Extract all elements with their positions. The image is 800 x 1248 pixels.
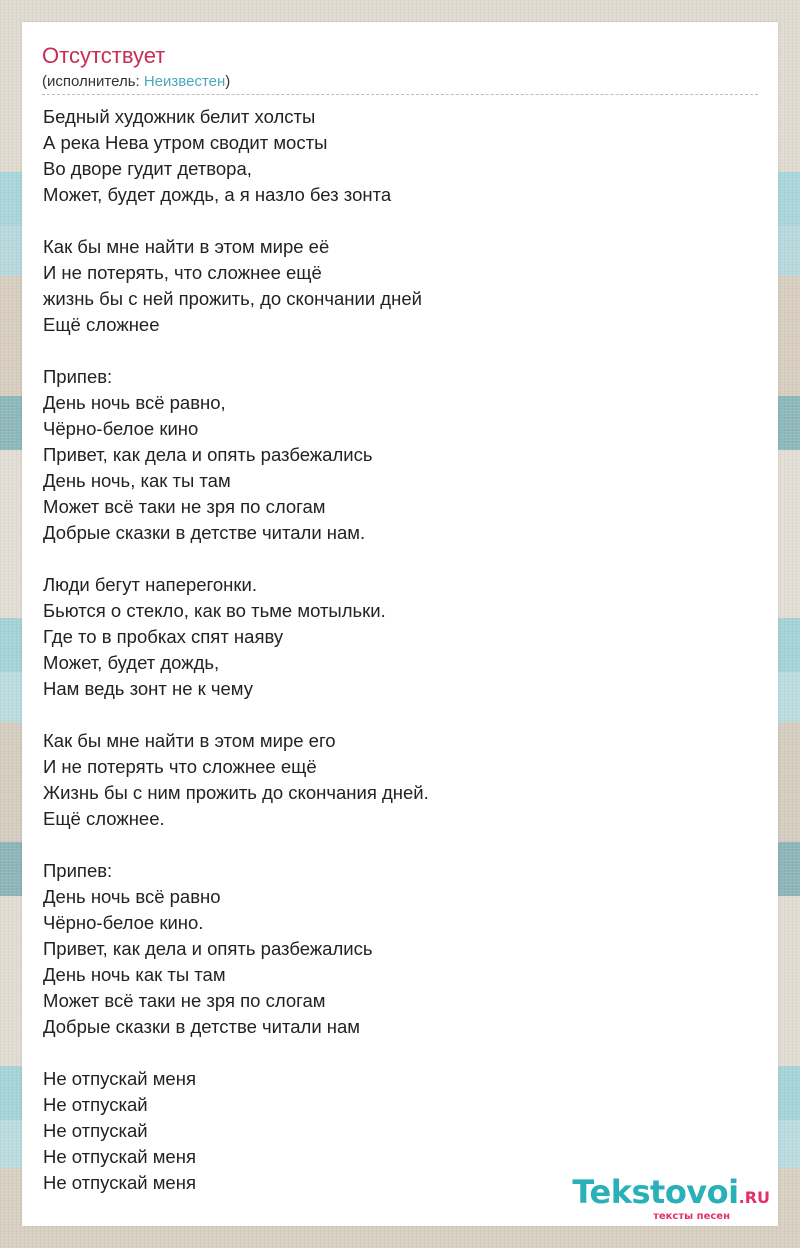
lyrics-body	[43, 104, 743, 1196]
lyric-line: День ночь всё равно	[43, 886, 221, 907]
lyric-line: Нам ведь зонт не к чему	[43, 678, 253, 699]
lyric-line: Где то в пробках спят наяву	[43, 626, 284, 647]
lyric-line: Может всё таки не зря по слогам	[43, 990, 326, 1011]
lyric-line: Привет, как дела и опять разбежались	[43, 938, 373, 959]
lyric-line: День ночь всё равно,	[43, 392, 226, 413]
lyric-line: Люди бегут наперегонки.	[43, 574, 257, 595]
stanza-gap	[43, 208, 743, 234]
lyric-line: Чёрно-белое кино	[43, 418, 199, 439]
lyric-line: Привет, как дела и опять разбежались	[43, 444, 373, 465]
artist-link[interactable]: Неизвестен	[143, 73, 226, 90]
lyric-line: И не потерять что сложнее ещё	[43, 756, 317, 777]
lyric-line: Не отпускай меня	[43, 1068, 196, 1089]
lyric-line: И не потерять, что сложнее ещё	[43, 262, 322, 283]
lyric-line: Добрые сказки в детстве читали нам	[43, 1016, 361, 1037]
lyric-line: Во дворе гудит детвора,	[43, 158, 252, 179]
lyric-line: Припев:	[43, 366, 113, 387]
lyric-line: Не отпускай меня	[43, 1172, 196, 1193]
lyric-line: Чёрно-белое кино.	[43, 912, 204, 933]
lyric-line: Может, будет дождь, а я назло без зонта	[43, 184, 392, 205]
lyric-line: День ночь, как ты там	[43, 470, 231, 491]
lyric-line: Может всё таки не зря по слогам	[43, 496, 326, 517]
lyric-line: Не отпускай	[43, 1120, 148, 1141]
lyric-line: Может, будет дождь,	[43, 652, 220, 673]
lyric-line: Как бы мне найти в этом мире её	[43, 236, 330, 257]
lyric-line: Не отпускай	[43, 1094, 148, 1115]
lyric-line: Бьются о стекло, как во тьме мотыльки.	[43, 600, 386, 621]
stanza-gap	[43, 832, 743, 858]
artist-prefix: (исполнитель:	[42, 73, 144, 90]
stanza-gap	[43, 546, 743, 572]
site-logo[interactable]	[572, 1175, 770, 1222]
artist-suffix: )	[225, 73, 231, 90]
stanza-gap	[43, 702, 743, 728]
lyric-line: День ночь как ты там	[43, 964, 226, 985]
lyric-line: Ещё сложнее	[43, 314, 160, 335]
lyric-line: жизнь бы с ней прожить, до скончании дней	[43, 288, 422, 309]
lyric-line: Не отпускай меня	[43, 1146, 196, 1167]
lyrics-card	[22, 22, 778, 1226]
title-divider	[42, 94, 758, 95]
song-title: Отсутствует	[42, 43, 166, 68]
logo-name: Tekstovoi	[572, 1173, 739, 1211]
lyric-line: Жизнь бы с ним прожить до скончания дней.	[43, 782, 429, 803]
logo-tld: .RU	[738, 1188, 770, 1207]
lyric-line: А река Нева утром сводит мосты	[43, 132, 328, 153]
lyric-line: Бедный художник белит холсты	[43, 106, 316, 127]
stanza-gap	[43, 338, 743, 364]
lyric-line: Добрые сказки в детстве читали нам.	[43, 522, 366, 543]
lyric-line: Ещё сложнее.	[43, 808, 165, 829]
artist-line	[42, 72, 230, 92]
stanza-gap	[43, 1040, 743, 1066]
lyric-line: Как бы мне найти в этом мире его	[43, 730, 336, 751]
lyric-line: Припев:	[43, 860, 113, 881]
logo-tagline: тексты песен	[653, 1211, 730, 1222]
